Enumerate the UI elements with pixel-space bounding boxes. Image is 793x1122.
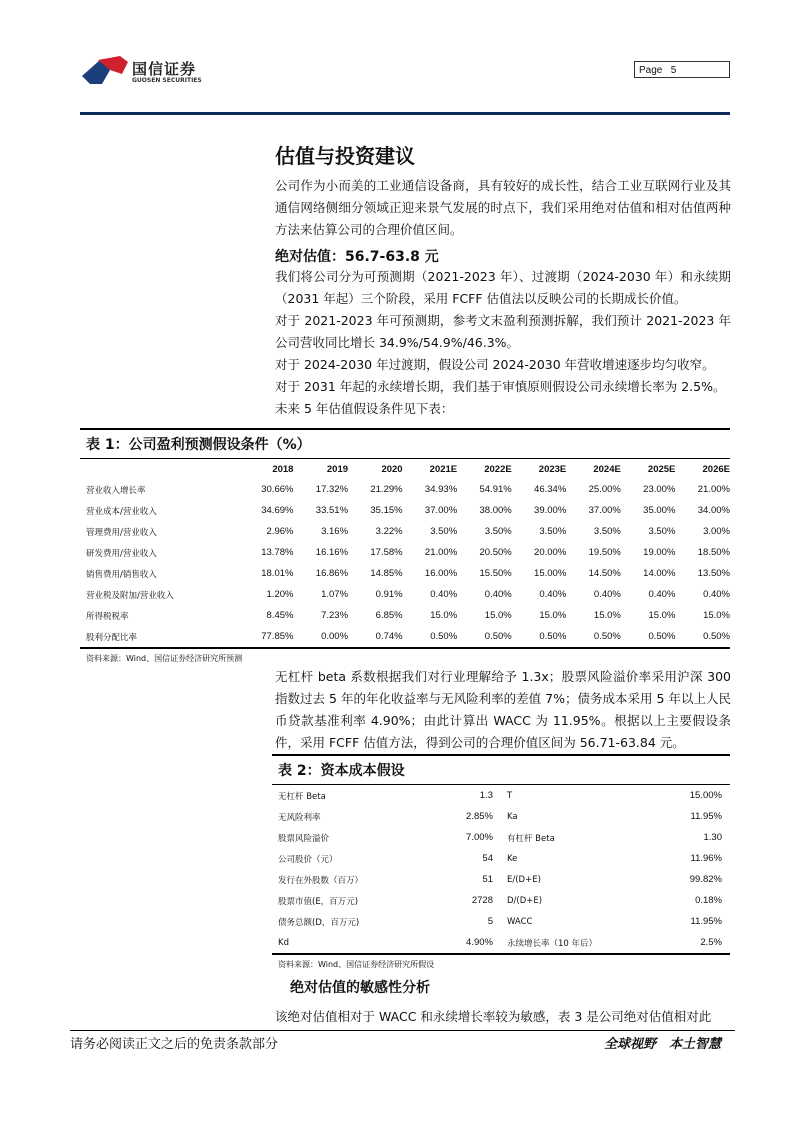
guosen-logo-icon bbox=[80, 54, 132, 88]
cell-value: 34.00% bbox=[697, 505, 730, 516]
paragraph: 我们将公司分为可预测期（2021-2023 年）、过渡期（2024-2030 年）和永续期（2031 年起）三个阶段，采用 FCFF 估值法以反映公司的长期成长价值。 bbox=[275, 269, 731, 306]
cell-value: 11.96% bbox=[690, 853, 722, 864]
table-row bbox=[272, 911, 730, 932]
cell-value: 99.82% bbox=[689, 874, 722, 885]
cell-value: 34.93% bbox=[424, 484, 458, 495]
cell-value: 1.30 bbox=[703, 832, 722, 843]
cell-value: 15.0% bbox=[430, 610, 458, 621]
page-indicator bbox=[634, 61, 730, 78]
row-label: 销售费用/销售收入 bbox=[86, 569, 157, 580]
cell-value: 0.40% bbox=[430, 589, 458, 600]
cell-value: 13.50% bbox=[697, 568, 730, 579]
paragraph: 对于 2021-2023 年可预测期，参考文末盈利预测拆解，我们预计 2021-2023 年公司营收同比增长 34.9%/54.9%/46.3%。 bbox=[275, 313, 731, 350]
cell-value: 15.0% bbox=[484, 610, 512, 621]
cell-value: 0.50% bbox=[593, 631, 621, 642]
table-row bbox=[80, 542, 730, 563]
cell-value: 1.20% bbox=[266, 589, 294, 600]
cell-value: 21.29% bbox=[370, 484, 403, 495]
cell-value: 37.00% bbox=[424, 505, 458, 516]
row-label: 所得税税率 bbox=[86, 611, 129, 622]
cell-value: 11.95% bbox=[690, 811, 722, 822]
column-header: 2019 bbox=[326, 463, 349, 475]
cell-value: 38.00% bbox=[479, 505, 512, 516]
cell-value: 0.50% bbox=[430, 631, 458, 642]
cell-value: 3.22% bbox=[375, 526, 403, 537]
logo-text: 国信证券 bbox=[132, 60, 197, 78]
table-row bbox=[80, 500, 730, 521]
table-row bbox=[80, 563, 730, 584]
column-header: 2020 bbox=[381, 463, 403, 475]
cell-value: 51 bbox=[482, 874, 493, 885]
row-label: T bbox=[506, 790, 513, 801]
row-label: Kd bbox=[278, 937, 289, 948]
cell-value: 30.66% bbox=[261, 484, 294, 495]
cell-value: 11.95% bbox=[690, 916, 722, 927]
cell-value: 0.40% bbox=[703, 589, 730, 600]
row-label: 管理费用/营业收入 bbox=[86, 527, 157, 538]
cell-value: 34.69% bbox=[261, 505, 294, 516]
row-label: 股利分配比率 bbox=[86, 632, 138, 643]
row-label: 研发费用/营业收入 bbox=[86, 548, 157, 559]
cell-value: 3.00% bbox=[703, 526, 730, 537]
cell-value: 16.86% bbox=[315, 568, 349, 579]
table-row bbox=[80, 605, 730, 626]
table-source: 资料来源：Wind、国信证券经济研究所预测 bbox=[86, 654, 243, 663]
column-header: 2023E bbox=[538, 463, 567, 475]
cell-value: 21.00% bbox=[424, 547, 458, 558]
column-header: 2025E bbox=[647, 463, 676, 475]
cell-value: 14.50% bbox=[588, 568, 621, 579]
cell-value: 0.18% bbox=[695, 895, 722, 906]
row-label: 股票风险溢价 bbox=[278, 833, 330, 844]
column-header: 2022E bbox=[484, 463, 512, 475]
table-row bbox=[272, 785, 730, 806]
table-source: 资料来源：Wind、国信证券经济研究所假设 bbox=[278, 960, 435, 969]
cell-value: 77.85% bbox=[261, 631, 294, 642]
table-row bbox=[272, 848, 730, 869]
cell-value: 35.00% bbox=[643, 505, 676, 516]
cell-value: 8.45% bbox=[266, 610, 294, 621]
table-title: 表 2：资本成本假设 bbox=[272, 754, 730, 785]
cell-value: 3.50% bbox=[484, 526, 512, 537]
table-row bbox=[80, 479, 730, 500]
cell-value: 3.50% bbox=[593, 526, 621, 537]
cell-value: 21.00% bbox=[697, 484, 730, 495]
cell-value: 3.50% bbox=[539, 526, 567, 537]
cell-value: 1.3 bbox=[479, 790, 493, 801]
cell-value: 15.00% bbox=[534, 568, 567, 579]
cell-value: 16.00% bbox=[424, 568, 458, 579]
cell-value: 0.50% bbox=[484, 631, 512, 642]
page-label: Page bbox=[639, 65, 663, 76]
table-row bbox=[80, 626, 730, 648]
row-label: E/(D+E) bbox=[506, 874, 541, 885]
row-label: 无杠杆 Beta bbox=[278, 791, 326, 802]
cell-value: 0.40% bbox=[484, 589, 512, 600]
cell-value: 15.00% bbox=[689, 790, 722, 801]
cell-value: 2.5% bbox=[700, 937, 722, 948]
cell-value: 15.50% bbox=[479, 568, 512, 579]
cell-value: 2.96% bbox=[266, 526, 294, 537]
cell-value: 3.50% bbox=[648, 526, 676, 537]
intro-paragraph: 公司作为小而美的工业通信设备商，具有较好的成长性，结合工业互联网行业及其通信网络侧细分领域正迎来景气发展的时点下，我们采用绝对估值和相对估值两种方法来估算公司的合理价值区间。 bbox=[275, 178, 731, 237]
cell-value: 4.90% bbox=[466, 937, 493, 948]
valuation-paragraphs bbox=[275, 266, 731, 420]
row-label: Ka bbox=[506, 811, 518, 822]
row-label: 营业成本/营业收入 bbox=[86, 506, 157, 517]
cell-value: 0.40% bbox=[648, 589, 676, 600]
cell-value: 35.15% bbox=[370, 505, 403, 516]
cell-value: 17.32% bbox=[315, 484, 349, 495]
cell-value: 0.40% bbox=[539, 589, 567, 600]
cell-value: 13.78% bbox=[261, 547, 294, 558]
cell-value: 0.50% bbox=[539, 631, 567, 642]
footer-divider bbox=[70, 1030, 735, 1031]
table-row bbox=[272, 827, 730, 848]
cell-value: 46.34% bbox=[534, 484, 567, 495]
cell-value: 5 bbox=[487, 916, 493, 927]
cell-value: 7.00% bbox=[466, 832, 493, 843]
row-label: 公司股价（元） bbox=[278, 854, 338, 865]
table-row bbox=[272, 806, 730, 827]
row-label: 营业税及附加/营业收入 bbox=[86, 590, 174, 601]
section-title: 估值与投资建议 bbox=[275, 144, 415, 168]
cell-value: 20.00% bbox=[534, 547, 567, 558]
cell-value: 3.50% bbox=[430, 526, 458, 537]
cell-value: 18.50% bbox=[697, 547, 730, 558]
row-label: D/(D+E) bbox=[506, 895, 543, 906]
table-row bbox=[80, 521, 730, 542]
row-label: 债务总额(D，百万元) bbox=[278, 917, 360, 928]
column-header: 2018 bbox=[272, 463, 294, 475]
row-label: WACC bbox=[506, 916, 533, 927]
table-profit-assumptions bbox=[80, 428, 730, 664]
footer-slogan: 全球视野 本土智慧 bbox=[604, 1037, 722, 1052]
cell-value: 19.00% bbox=[643, 547, 676, 558]
cell-value: 7.23% bbox=[321, 610, 349, 621]
cell-value: 16.16% bbox=[315, 547, 349, 558]
cell-value: 15.0% bbox=[703, 610, 730, 621]
cell-value: 0.91% bbox=[375, 589, 403, 600]
column-header: 2026E bbox=[702, 463, 730, 475]
sensitivity-heading: 绝对估值的敏感性分析 bbox=[290, 980, 430, 996]
column-header: 2021E bbox=[429, 463, 458, 475]
footer-disclaimer: 请务必阅读正文之后的免责条款部分 bbox=[70, 1037, 279, 1052]
logo-subtext: GUOSEN SECURITIES bbox=[132, 77, 202, 84]
cell-value: 0.40% bbox=[593, 589, 621, 600]
wacc-paragraph: 无杠杆 beta 系数根据我们对行业理解给予 1.3x；股票风险溢价率采用沪深 300 指数过去 5 年的年化收益率与无风险利率的差值 7%；债务成本采用 5 年以上人民币贷款基准利率 4.90%；由此计算出 WACC 为 11.95%。根据以上主要假设条件，采用 FCFF 估值方法，得到公司的合理价值区间为 56.71-63.84 元。 bbox=[275, 669, 731, 750]
paragraph: 对于 2024-2030 年过渡期，假设公司 2024-2030 年营收增速逐步均匀收窄。 bbox=[275, 357, 715, 372]
cell-value: 19.50% bbox=[588, 547, 621, 558]
table-row bbox=[272, 869, 730, 890]
cell-value: 15.0% bbox=[648, 610, 676, 621]
cell-value: 25.00% bbox=[588, 484, 621, 495]
cell-value: 37.00% bbox=[588, 505, 621, 516]
paragraph: 对于 2031 年起的永续增长期，我们基于审慎原则假设公司永续增长率为 2.5%。 bbox=[275, 379, 726, 394]
cell-value: 15.0% bbox=[539, 610, 567, 621]
cell-value: 17.58% bbox=[370, 547, 403, 558]
table-title: 表 1：公司盈利预测假设条件（%） bbox=[80, 428, 730, 459]
header-divider bbox=[80, 112, 730, 115]
row-label: 股票市值(E，百万元) bbox=[278, 896, 359, 907]
table-row bbox=[272, 932, 730, 954]
cell-value: 14.00% bbox=[643, 568, 676, 579]
row-label: 永续增长率（10 年后） bbox=[506, 938, 598, 949]
table-header-row bbox=[80, 459, 730, 479]
cell-value: 33.51% bbox=[315, 505, 349, 516]
cell-value: 39.00% bbox=[534, 505, 567, 516]
absolute-valuation-heading: 绝对估值：56.7-63.8 元 bbox=[275, 249, 439, 265]
cell-value: 14.85% bbox=[370, 568, 403, 579]
column-header bbox=[80, 459, 239, 479]
cell-value: 0.50% bbox=[648, 631, 676, 642]
cell-value: 15.0% bbox=[593, 610, 621, 621]
cell-value: 3.16% bbox=[321, 526, 349, 537]
sensitivity-paragraph: 该绝对估值相对于 WACC 和永续增长率较为敏感，表 3 是公司绝对估值相对此 bbox=[275, 1009, 712, 1024]
cell-value: 2.85% bbox=[466, 811, 493, 822]
cell-value: 20.50% bbox=[479, 547, 512, 558]
cell-value: 0.74% bbox=[375, 631, 403, 642]
table-row bbox=[80, 584, 730, 605]
cell-value: 23.00% bbox=[643, 484, 676, 495]
table-row bbox=[272, 890, 730, 911]
cell-value: 2728 bbox=[471, 895, 493, 906]
row-label: 营业收入增长率 bbox=[86, 485, 146, 496]
row-label: 无风险利率 bbox=[278, 812, 321, 823]
cell-value: 0.00% bbox=[321, 631, 349, 642]
row-label: 发行在外股数（百万） bbox=[278, 875, 364, 886]
cell-value: 0.50% bbox=[703, 631, 730, 642]
cell-value: 54.91% bbox=[479, 484, 512, 495]
table-cost-of-capital bbox=[272, 754, 730, 970]
cell-value: 54 bbox=[482, 853, 493, 864]
page-number: 5 bbox=[670, 65, 677, 76]
row-label: Ke bbox=[506, 853, 518, 864]
cell-value: 18.01% bbox=[261, 568, 294, 579]
column-header: 2024E bbox=[593, 463, 621, 475]
row-label: 有杠杆 Beta bbox=[506, 833, 555, 844]
paragraph: 未来 5 年估值假设条件见下表： bbox=[275, 401, 454, 416]
cell-value: 6.85% bbox=[375, 610, 403, 621]
cell-value: 1.07% bbox=[321, 589, 349, 600]
